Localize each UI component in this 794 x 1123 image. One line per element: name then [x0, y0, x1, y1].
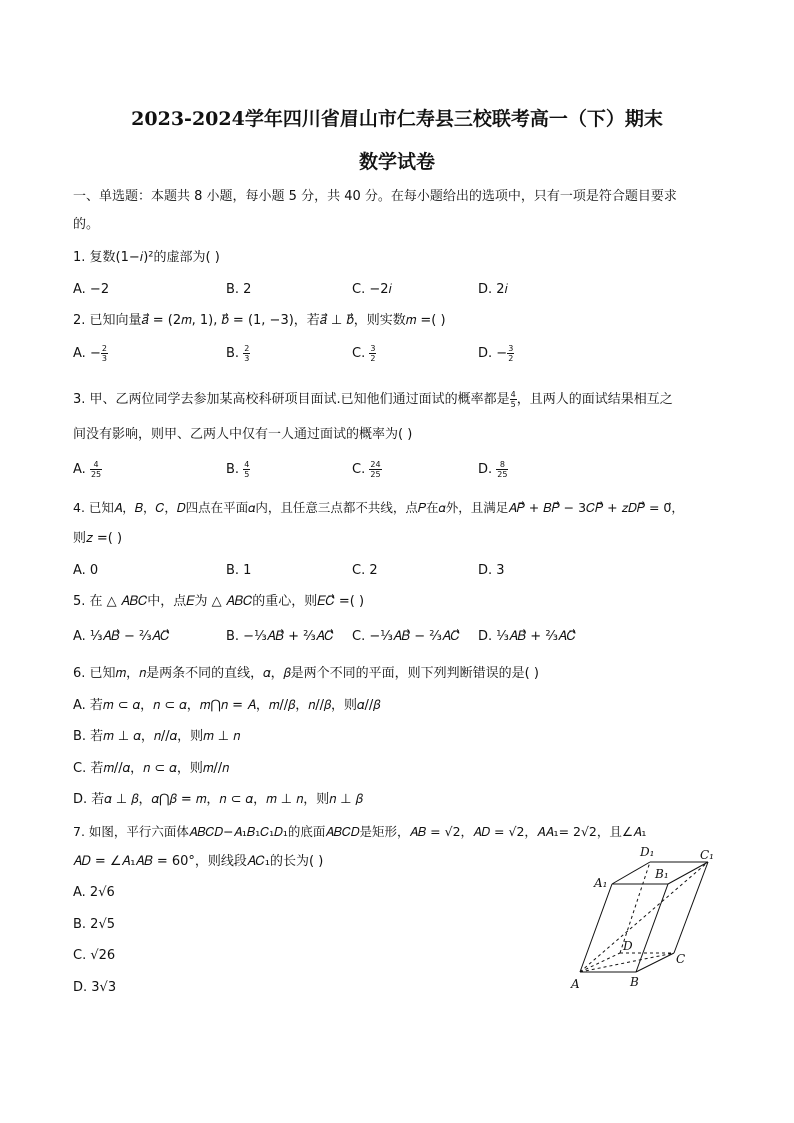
option-label: D. — [478, 462, 493, 477]
fraction-sign: − — [496, 346, 508, 361]
fraction — [243, 344, 250, 363]
question-3-stem — [73, 390, 673, 409]
denominator: 2 — [508, 354, 514, 363]
fraction — [90, 460, 102, 479]
option-label: B. — [226, 346, 240, 361]
section-instructions: 一、单选题：本题共 8 小题，每小题 5 分，共 40 分。在每小题给出的选项中，只有一项是符合题目要求 — [73, 189, 677, 204]
question-2-option-b[interactable] — [226, 344, 250, 363]
question-1-stem: 1. 复数(1−𝑖)²的虚部为( ) — [73, 250, 220, 265]
question-7-option-a[interactable]: A. 2√6 — [73, 885, 115, 900]
question-7-option-c[interactable]: C. √26 — [73, 948, 116, 963]
numerator: 3 — [370, 344, 376, 353]
question-3-option-d[interactable] — [478, 460, 508, 479]
numerator: 4 — [244, 460, 250, 469]
option-label: B. — [226, 462, 240, 477]
label-a: A — [571, 977, 580, 991]
question-6-stem: 6. 已知𝑚，𝑛是两条不同的直线，𝛼，𝛽是两个不同的平面，则下列判断错误的是( ) — [73, 666, 539, 681]
numerator: 3 — [508, 344, 514, 353]
label-d1: D₁ — [640, 845, 655, 859]
denominator: 25 — [370, 470, 381, 479]
numerator: 2 — [244, 344, 250, 353]
label-b: B — [630, 975, 639, 989]
option-label: C. — [352, 346, 366, 361]
question-1-option-a[interactable]: A. −2 — [73, 282, 110, 297]
edge-b1-c1 — [668, 862, 708, 884]
fraction — [101, 344, 108, 363]
fraction — [507, 344, 514, 363]
question-4-option-a[interactable]: A. 0 — [73, 563, 99, 578]
question-3-stem-cont: 间没有影响，则甲、乙两人中仅有一人通过面试的概率为( ) — [73, 427, 413, 442]
label-c: C — [676, 952, 686, 966]
question-2-option-a[interactable] — [73, 344, 108, 363]
fraction — [369, 460, 381, 479]
fraction — [243, 460, 250, 479]
denominator: 25 — [497, 470, 508, 479]
question-6-option-a[interactable]: A. 若𝑚 ⊂ 𝛼，𝑛 ⊂ 𝛼，𝑚⋂𝑛 = 𝐴，𝑚//𝛽，𝑛//𝛽，则𝛼//𝛽 — [73, 698, 381, 713]
question-3-option-c[interactable] — [352, 460, 382, 479]
denominator: 5 — [510, 400, 516, 409]
denominator: 3 — [101, 354, 107, 363]
fraction — [496, 460, 508, 479]
page-subtitle: 数学试卷 — [358, 151, 435, 173]
fraction-sign: − — [89, 346, 101, 361]
edge-c-c1 — [674, 862, 708, 953]
denominator: 25 — [90, 470, 102, 479]
question-6-option-b[interactable]: B. 若𝑚 ⊥ 𝛼，𝑛//𝛼，则𝑚 ⊥ 𝑛 — [73, 729, 241, 744]
option-label: A. — [73, 462, 86, 477]
question-4-stem: 4. 已知𝐴，𝐵，𝐶，𝐷四点在平面𝛼内，且任意三点都不共线，点𝑃在𝛼外，且满足𝐴𝑃⃗ + 𝐵𝑃⃗ − 3𝐶𝑃⃗ + 𝑧𝐷𝑃⃗ = 0⃗， — [73, 500, 684, 515]
question-3-stem-part2: ，且两人的面试结果相互之 — [516, 392, 673, 407]
numerator: 2 — [101, 344, 107, 353]
question-7-option-d[interactable]: D. 3√3 — [73, 980, 117, 995]
parallelepiped-figure — [560, 840, 740, 1000]
fraction — [369, 344, 376, 363]
question-3-stem-part1: 3. 甲、乙两位同学去参加某高校科研项目面试.已知他们通过面试的概率都是 — [73, 392, 510, 407]
label-d: D — [623, 939, 633, 953]
label-c1: C₁ — [700, 848, 714, 862]
question-4-option-b[interactable]: B. 1 — [226, 563, 252, 578]
question-6-option-c[interactable]: C. 若𝑚//𝛼，𝑛 ⊂ 𝛼，则𝑚//𝑛 — [73, 761, 230, 776]
question-1-option-c[interactable]: C. −2𝑖 — [352, 282, 392, 297]
section-instructions-cont: 的。 — [73, 217, 100, 232]
question-3-option-b[interactable] — [226, 460, 250, 479]
denominator: 5 — [244, 470, 250, 479]
denominator: 2 — [370, 354, 376, 363]
question-2-option-c[interactable] — [352, 344, 376, 363]
denominator: 3 — [244, 354, 250, 363]
question-5-option-a[interactable]: A. ⅓𝐴𝐵⃗ − ⅔𝐴𝐶⃗ — [73, 629, 170, 644]
question-2-option-d[interactable] — [478, 344, 514, 363]
question-3-option-a[interactable] — [73, 460, 102, 479]
question-5-option-d[interactable]: D. ⅓𝐴𝐵⃗ + ⅔𝐴𝐶⃗ — [478, 629, 576, 644]
edge-d1-a1 — [612, 862, 650, 884]
question-4-stem-cont: 则𝑧 =( ) — [73, 531, 123, 546]
question-7-option-b[interactable]: B. 2√5 — [73, 917, 116, 932]
option-label: C. — [352, 462, 366, 477]
question-5-option-b[interactable]: B. −⅓𝐴𝐵⃗ + ⅔𝐴𝐶⃗ — [226, 629, 334, 644]
option-label: D. — [478, 346, 493, 361]
fraction — [510, 390, 517, 409]
label-a1: A₁ — [594, 876, 608, 890]
option-label: A. — [73, 346, 86, 361]
label-b1: B₁ — [655, 867, 669, 881]
question-1-option-b[interactable]: B. 2 — [226, 282, 252, 297]
question-2-stem: 2. 已知向量𝑎⃗ = (2𝑚, 1), 𝑏⃗ = (1, −3)，若𝑎⃗ ⊥ 𝑏⃗，则实数𝑚 =( ) — [73, 313, 446, 328]
question-1-option-d[interactable]: D. 2𝑖 — [478, 282, 508, 297]
question-5-stem: 5. 在 △ 𝐴𝐵𝐶中，点𝐸为 △ 𝐴𝐵𝐶的重心，则𝐸𝐶⃗ =( ) — [73, 594, 365, 609]
question-7-stem: 7. 如图，平行六面体𝐴𝐵𝐶𝐷−𝐴₁𝐵₁𝐶₁𝐷₁的底面𝐴𝐵𝐶𝐷是矩形，𝐴𝐵 = √2，𝐴𝐷 = √2，𝐴𝐴₁= 2√2，且∠𝐴₁ — [73, 824, 647, 839]
page-title: 2023-2024学年四川省眉山市仁寿县三校联考高一（下）期末 — [131, 108, 663, 130]
numerator: 4 — [510, 390, 516, 399]
numerator: 8 — [496, 460, 508, 470]
question-7-stem-cont: 𝐴𝐷 = ∠𝐴₁𝐴𝐵 = 60°，则线段𝐴𝐶₁的长为( ) — [73, 854, 324, 869]
question-5-option-c[interactable]: C. −⅓𝐴𝐵⃗ − ⅔𝐴𝐶⃗ — [352, 629, 460, 644]
numerator: 24 — [370, 460, 381, 469]
question-4-option-c[interactable]: C. 2 — [352, 563, 378, 578]
question-4-option-d[interactable]: D. 3 — [478, 563, 505, 578]
diagonal-a-c — [580, 953, 674, 972]
numerator: 4 — [90, 460, 102, 470]
question-6-option-d[interactable]: D. 若𝛼 ⊥ 𝛽，𝛼⋂𝛽 = 𝑚，𝑛 ⊂ 𝛼，𝑚 ⊥ 𝑛，则𝑛 ⊥ 𝛽 — [73, 792, 363, 807]
